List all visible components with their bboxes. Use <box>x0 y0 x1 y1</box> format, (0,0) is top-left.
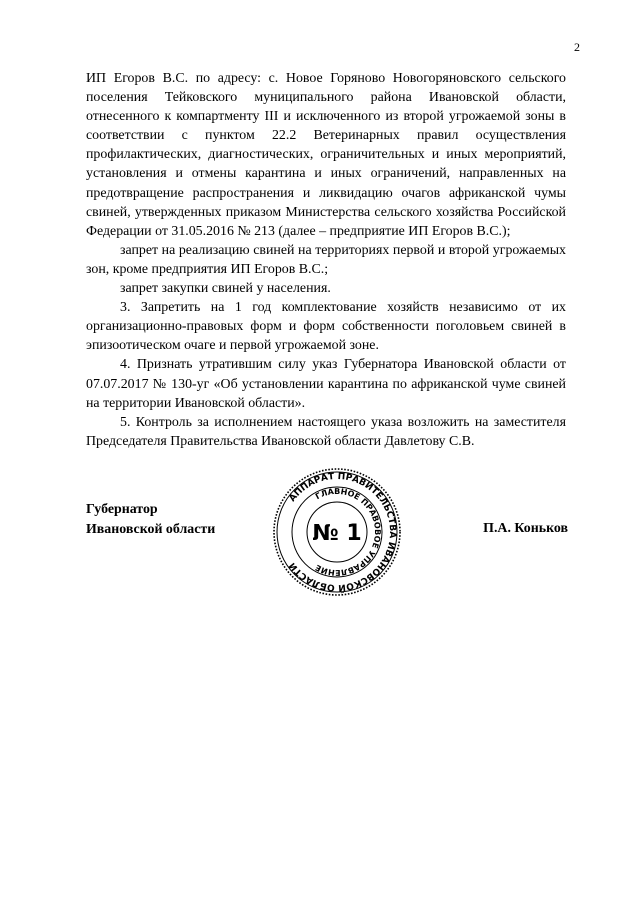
signatory-title-line2: Ивановской области <box>86 521 216 537</box>
paragraph-item-4: 4. Признать утратившим силу указ Губернатора Ивановской области от 07.07.2017 № 130-уг «Об установлении карантина по африканской чуме свиней на территории Ивановской области». <box>86 357 566 411</box>
signatory-name: П.А. Коньков <box>483 521 568 536</box>
paragraph-item-3: 3. Запретить на 1 год комплектование хозяйств независимо от их организационно-правовых форм и форм собственности поголовьем свиней в эпизоотическом очаге и первой угрожаемой зоне. <box>86 300 566 354</box>
paragraph-continuation: ИП Егоров В.С. по адресу: с. Новое Горяново Новогоряновского сельского поселения Тейковского муниципального района Ивановской области, отнесенного к компартменту III и исключенного из второй угрожаемой зоны в соответствии с пунктом 22.2 Ветеринарных правил осуществления профилактических, диагностических, ограничительных и иных мероприятий, установления и отмены карантина и иных ограничений, направленных на предотвращение распространения и ликвидацию очагов африканской чумы свиней, утвержденных приказом Министерства сельского хозяйства Российской Федерации от 31.05.2016 № 213 (далее – предприятие ИП Егоров В.С.); <box>86 71 566 239</box>
paragraph-purchase-ban: запрет закупки свиней у населения. <box>120 281 331 297</box>
seal-graphic <box>272 467 402 597</box>
official-seal <box>272 467 402 597</box>
seal-center-number: № 1 <box>312 521 362 546</box>
signatory-title <box>86 500 215 539</box>
page-number: 2 <box>574 40 580 54</box>
body-text <box>86 69 566 451</box>
seal-inner-text: ГЛАВНОЕ ПРАВОВОЕ УПРАВЛЕНИЕ <box>313 486 383 578</box>
signature-block <box>86 471 568 593</box>
paragraph-item-5: 5. Контроль за исполнением настоящего указа возложить на заместителя Председателя Правительства Ивановской области Давлетову С.В. <box>86 414 566 449</box>
signatory-title-line1: Губернатор <box>86 502 158 517</box>
seal-outer-text: АППАРАТ ПРАВИТЕЛЬСТВА ИВАНОВСКОЙ ОБЛАСТИ <box>287 471 398 593</box>
paragraph-sale-ban: запрет на реализацию свиней на территориях первой и второй угрожаемых зон, кроме предприятия ИП Егоров В.С.; <box>86 242 566 277</box>
